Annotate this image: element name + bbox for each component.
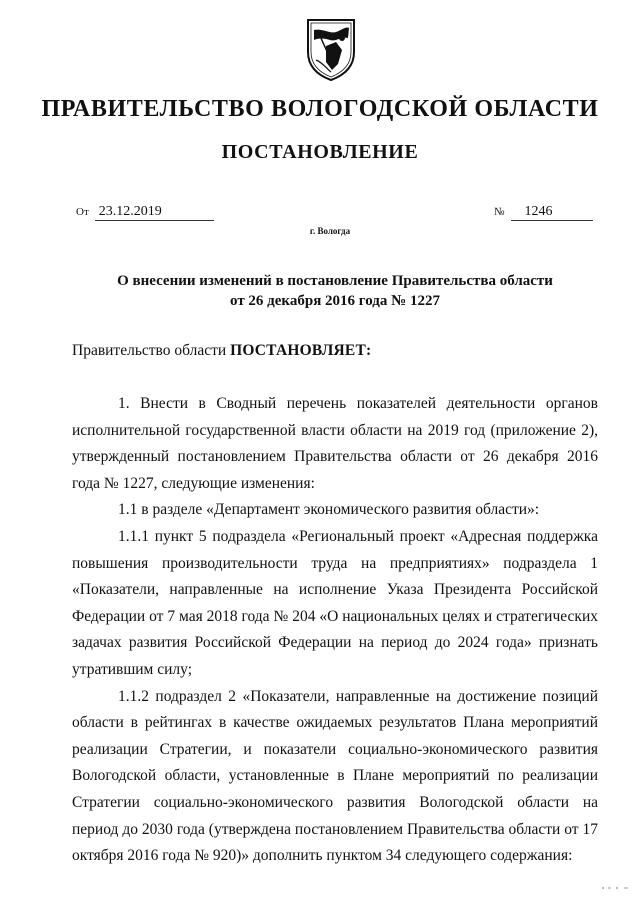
document-date: 23.12.2019	[95, 204, 214, 221]
intro-keyword: ПОСТАНОВЛЯЕТ:	[230, 342, 372, 359]
paragraph-1-1-2: 1.1.2 подраздел 2 «Показатели, направленные на достижение позиций области в рейтингах в качестве ожидаемых результатов Плана мероприятий реализации Стратегии, и показатели социально-экономического развития Вологодской области, установленные в Плане мероприятий по реализации Стратегии социально-экономического развития Вологодской области на период до 2030 года (утверждена постановлением Правительства области от 17 октября 2016 года № 920)» дополнить пунктом 34 следующего содержания:	[72, 687, 598, 865]
subject-line-2: от 26 декабря 2016 года № 1227	[230, 293, 440, 309]
document-body	[72, 391, 598, 870]
subject-line-1: О внесении изменений в постановление Правительства области	[117, 273, 553, 289]
document-number: 1246	[511, 204, 593, 221]
resolution-intro	[72, 342, 371, 360]
number-prefix: №	[494, 206, 505, 218]
organization-title: ПРАВИТЕЛЬСТВО ВОЛОГОДСКОЙ ОБЛАСТИ	[41, 96, 599, 122]
paragraph-1-1-1: 1.1.1 пункт 5 подраздела «Региональный проект «Адресная поддержка повышения производительности труда на предприятиях» подраздела 1 «Показатели, направленные на исполнение Указа Президента Российской Федерации от 7 мая 2018 года № 204 «О национальных целях и стратегических задачах развития Российской Федерации на период до 2024 года» признать утратившим силу;	[72, 527, 598, 678]
document-subject	[0, 271, 640, 311]
date-prefix: От	[76, 206, 89, 218]
document-number-row	[494, 204, 593, 221]
document-type-title: ПОСТАНОВЛЕНИЕ	[221, 141, 419, 163]
paragraph-1-1: 1.1 в разделе «Департамент экономического развития области»:	[118, 501, 540, 519]
vologda-coat-of-arms-icon	[302, 16, 360, 82]
intro-text: Правительство области	[72, 342, 231, 359]
paragraph-1: 1. Внести в Сводный перечень показателей деятельности органов исполнительной государственной власти области на 2019 год (приложение 2), утвержденный постановлением Правительства области от 26 декабря 2016 года № 1227, следующие изменения:	[72, 395, 598, 492]
scan-noise-mark	[602, 886, 632, 890]
city-label: г. Вологда	[309, 226, 351, 236]
document-date-row	[76, 204, 214, 221]
